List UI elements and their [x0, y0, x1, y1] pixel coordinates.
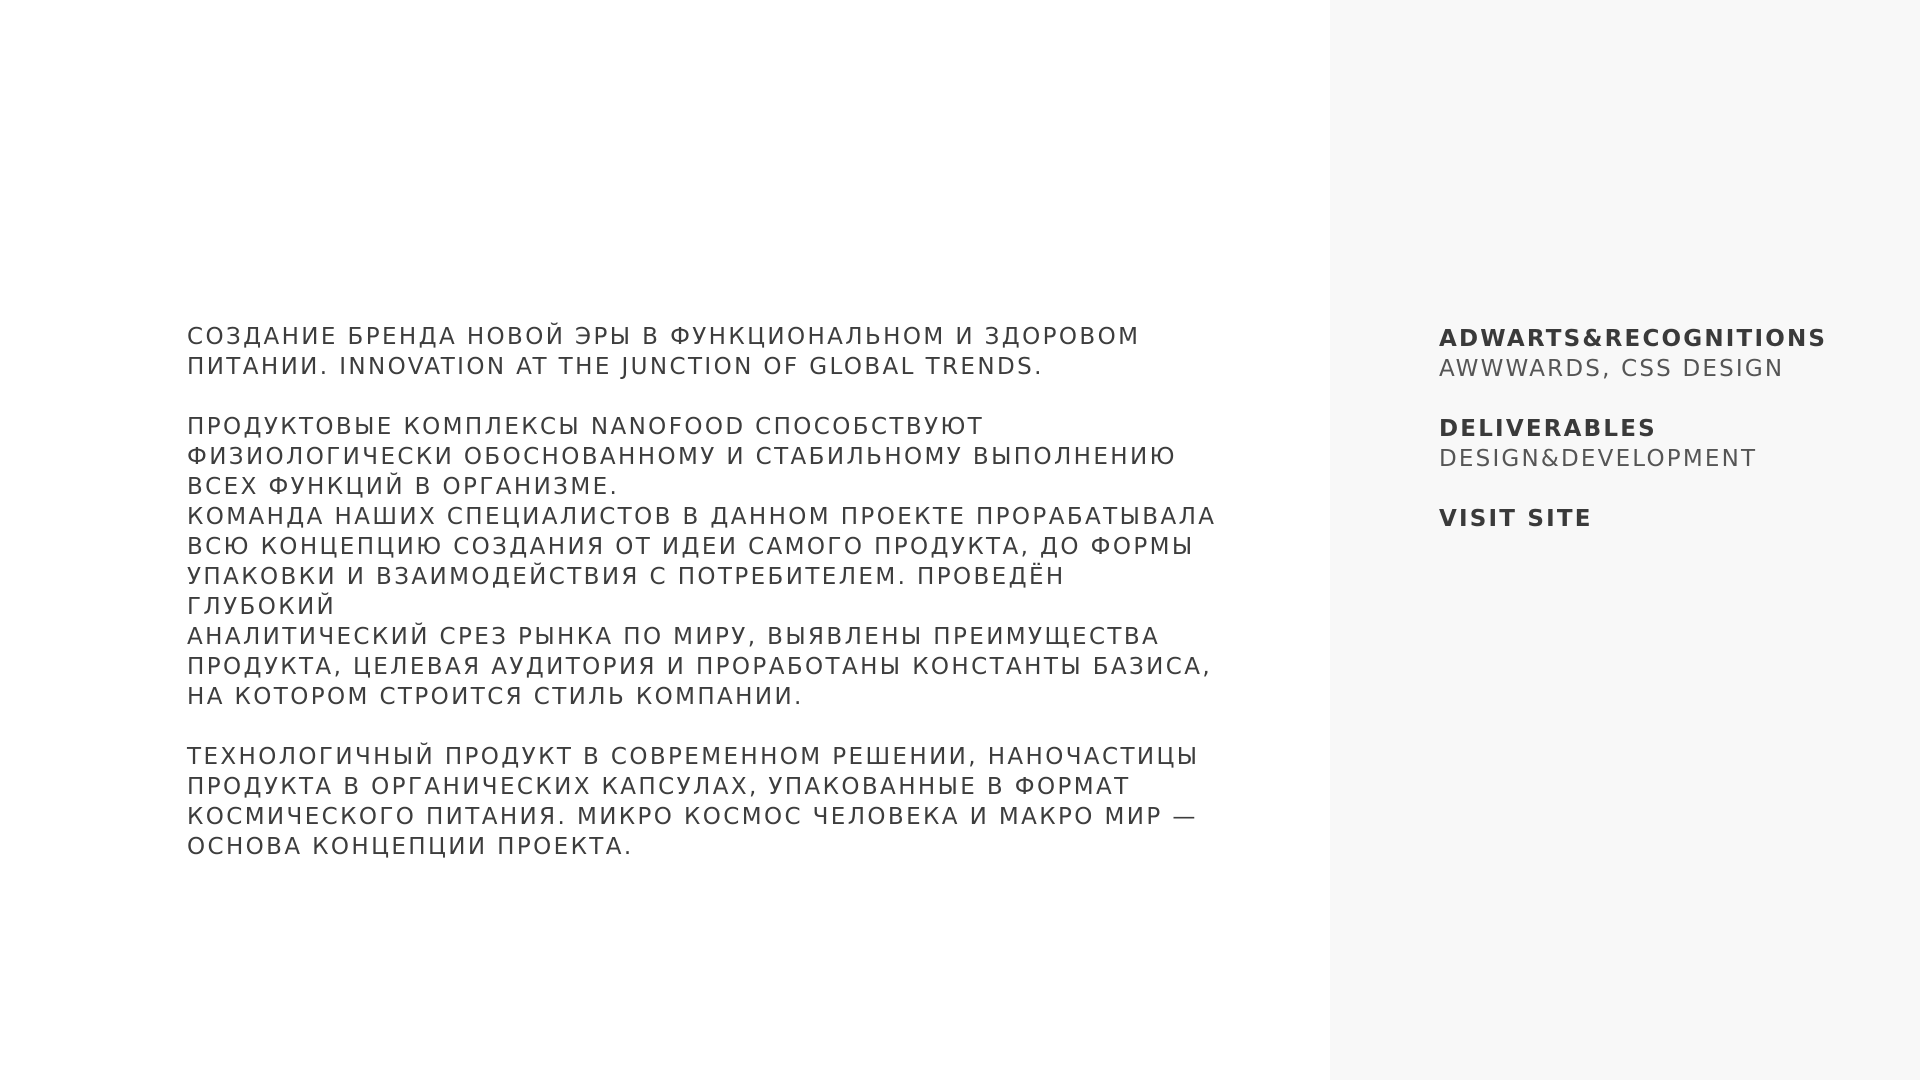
description-paragraph-2: ПРОДУКТОВЫЕ КОМПЛЕКСЫ NANOFOOD СПОСОБСТВУЮТ ФИЗИОЛОГИЧЕСКИ ОБОСНОВАННОМУ И СТАБИЛЬНОМУ ВЫПОЛНЕНИЮ ВСЕХ ФУНКЦИЙ В ОРГАНИЗМЕ. КОМАНДА НАШИХ СПЕЦИАЛИСТОВ В ДАННОМ ПРОЕКТЕ ПРОРАБАТЫВАЛА ВСЮ КОНЦЕПЦИЮ СОЗДАНИЯ ОТ ИДЕИ САМОГО ПРОДУКТА, ДО ФОРМЫ УПАКОВКИ И ВЗАИМОДЕЙСТВИЯ С ПОТРЕБИТЕЛЕМ. ПРОВЕДЁН ГЛУБОКИЙ АНАЛИТИЧЕСКИЙ СРЕЗ РЫНКА ПО МИРУ, ВЫЯВЛЕНЫ ПРЕИМУЩЕСТВА ПРОДУКТА, ЦЕЛЕВАЯ АУДИТОРИЯ И ПРОРАБОТАНЫ КОНСТАНТЫ БАЗИСА, НА КОТОРОМ СТРОИТСЯ СТИЛЬ КОМПАНИИ.: [187, 414, 1217, 710]
project-meta: [1439, 324, 1889, 534]
description-paragraph-1: СОЗДАНИЕ БРЕНДА НОВОЙ ЭРЫ В ФУНКЦИОНАЛЬНОМ И ЗДОРОВОМ ПИТАНИИ. INNOVATION AT THE JUNCTION OF GLOBAL TRENDS.: [187, 324, 1141, 380]
project-meta-sidebar: [1330, 0, 1920, 1080]
awards-value: AWWWARDS, CSS DESIGN: [1439, 356, 1785, 382]
deliverables-title: DELIVERABLES: [1439, 416, 1657, 442]
project-description: [187, 322, 1217, 862]
deliverables-value: DESIGN&DEVELOPMENT: [1439, 446, 1758, 472]
awards-block: [1439, 324, 1889, 384]
description-paragraph-3: ТЕХНОЛОГИЧНЫЙ ПРОДУКТ В СОВРЕМЕННОМ РЕШЕНИИ, НАНОЧАСТИЦЫ ПРОДУКТА В ОРГАНИЧЕСКИХ КАПСУЛАХ, УПАКОВАННЫЕ В ФОРМАТ КОСМИЧЕСКОГО ПИТАНИЯ. МИКРО КОСМОС ЧЕЛОВЕКА И МАКРО МИР — ОСНОВА КОНЦЕПЦИИ ПРОЕКТА.: [187, 744, 1200, 860]
deliverables-block: [1439, 414, 1889, 474]
visit-block: [1439, 504, 1889, 534]
visit-site-link[interactable]: VISIT SITE: [1439, 506, 1593, 532]
awards-title: ADWARTS&RECOGNITIONS: [1439, 326, 1828, 352]
